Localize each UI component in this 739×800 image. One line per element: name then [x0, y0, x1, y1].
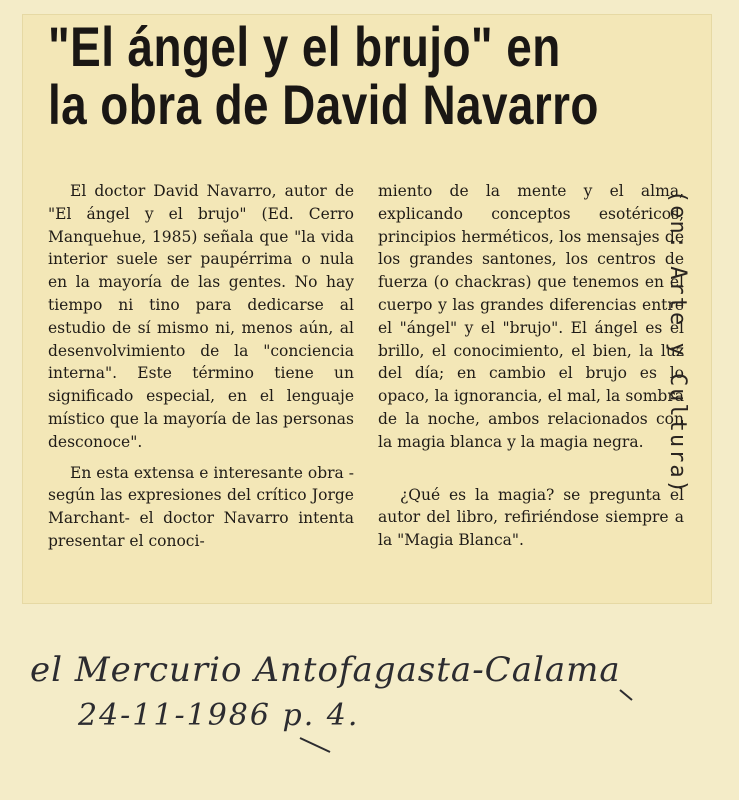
article-column-right — [378, 180, 684, 552]
headline-line-2: la obra de David Navarro — [48, 73, 599, 136]
margin-note-text: (en: Arte y Cultura) — [665, 190, 690, 495]
article-paragraph: En esta extensa e interesante obra -según las expresiones del crítico Jorge Marchant- el doctor Navarro intenta presentar el conoci- — [48, 463, 354, 550]
article-paragraph: El doctor David Navarro, autor de "El ángel y el brujo" (Ed. Cerro Manquehue, 1985) señala que "la vida interior suele ser paupérrima o nula en la mayoría de las gentes. No hay tiempo ni tino para dedicarse al estudio de sí mismo ni, menos aún, al desenvolvimiento de la "conciencia interna". Este término tiene un significado especial, en el lenguaje místico que la mayoría de las personas desconoce". — [48, 182, 354, 451]
article-column-left — [48, 180, 354, 553]
pen-stroke — [300, 738, 330, 752]
article-headline — [48, 15, 599, 136]
pen-stroke — [620, 690, 632, 700]
margin-section-note — [665, 190, 710, 610]
article-paragraph: ¿Qué es la magia? se pregunta el autor del libro, refiriéndose siempre a la "Magia Blanca". — [378, 485, 684, 550]
article-paragraph: miento de la mente y el alma, explicando conceptos esotéricos, principios herméticos, los mensajes de los grandes santones, los centros de fuerza (o chackras) que tenemos en el cuerpo y las grandes diferencias entre el "ángel" y el "brujo". El ángel es el brillo, el conocimiento, el bien, la luz del día; en cambio el brujo es lo opaco, la ignorancia, el mal, la sombra de la noche, ambos relacionados con la magia blanca y la magia negra. — [378, 182, 684, 451]
headline-line-1: "El ángel y el brujo" en — [48, 15, 561, 78]
handwritten-source: el Mercurio Antofagasta-Calama — [30, 650, 621, 690]
handwritten-date: 24-11-1986 p. 4. — [78, 698, 360, 733]
